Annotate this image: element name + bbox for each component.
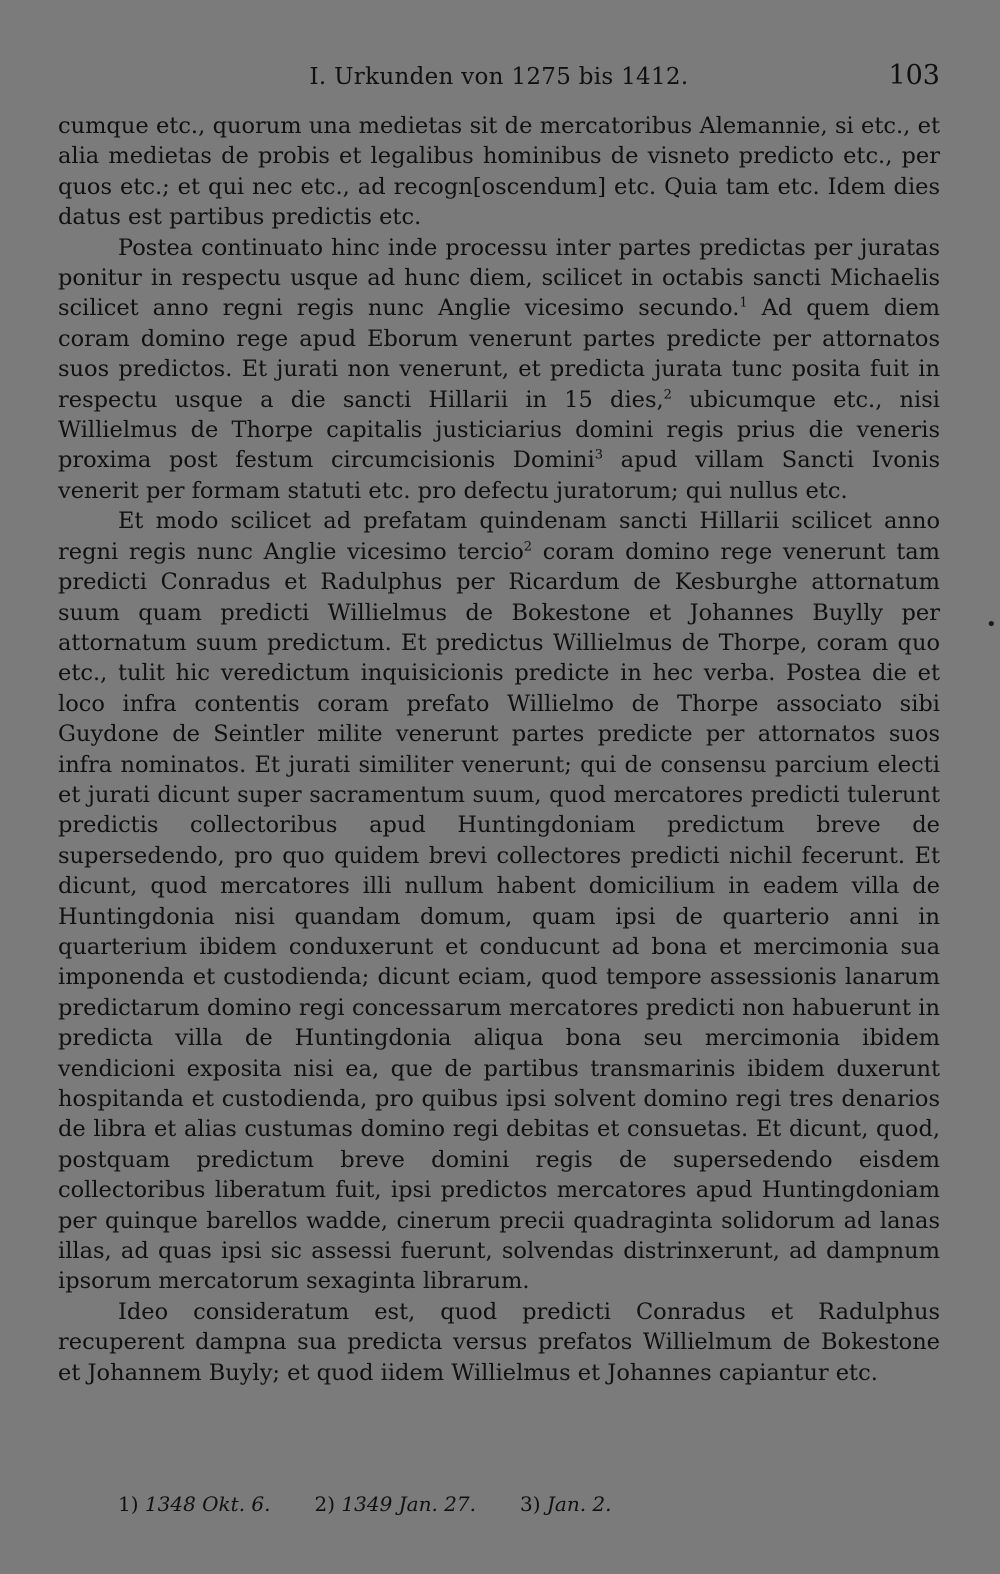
- footnote-date: 1348 Okt. 6.: [144, 1492, 271, 1516]
- paragraph: [58, 506, 940, 1297]
- footnote: [118, 1492, 271, 1516]
- page-number: 103: [888, 60, 940, 91]
- text-run: apud villam Sancti Ivonis venerit per formam statuti etc. pro defectu juratorum; qui nullus etc.: [58, 447, 940, 504]
- footnote-number: 3): [520, 1492, 547, 1516]
- footnote-marker: 1: [739, 295, 748, 311]
- footnote: [520, 1492, 612, 1516]
- text-run: Ideo consideratum est, quod predicti Conradus et Radulphus recuperent dampna sua predicta versus prefatos Willielmum de Bokestone et Johannem Buyly; et quod iidem Willielmus et Johannes capiantur etc.: [58, 1298, 940, 1386]
- footnote-date: 1349 Jan. 27.: [341, 1492, 476, 1516]
- footnote-marker: 2: [663, 387, 672, 403]
- text-run: Ad quem diem coram domino rege apud Eborum venerunt partes predicte per attornatos suos predictos. Et jurati non venerunt, et predicta jurata tunc posita fuit in respectu usque a die sancti Hillarii in 15 dies,: [58, 295, 941, 413]
- paragraph: [58, 111, 940, 233]
- paragraph: [58, 1297, 940, 1388]
- footnote: [315, 1492, 477, 1516]
- text-run: Et modo scilicet ad prefatam quindenam sancti Hillarii scilicet anno regni regis nunc Anglie vicesimo tercio: [58, 508, 940, 565]
- running-header: [58, 60, 940, 96]
- text-run: cumque etc., quorum una medietas sit de mercatoribus Alemannie, si etc., et alia medietas de probis et legalibus hominibus de visneto predicto etc., per quos etc.; et qui nec etc., ad recogn[oscendum] etc. Quia tam etc. Idem dies datus est partibus predictis etc.: [58, 113, 940, 231]
- footnote-marker: 3: [594, 447, 604, 463]
- footnote-number: 2): [314, 1492, 342, 1516]
- running-title: I. Urkunden von 1275 bis 1412.: [309, 64, 689, 90]
- text-run: coram domino rege venerunt tam predicti Conradus et Radulphus per Ricardum de Kesburghe attornatum suum quam predicti Willielmus de Bokestone et Johannes Buylly per attornatum suum predictum. Et predictus Willielmus de Thorpe, coram quo etc., tulit hic veredictum inquisicionis predicte in hec verba. Postea die et loco infra contentis coram prefato Willielmo de Thorpe associato sibi Guydone de Seintler milite venerunt partes predicte per attornatos suos infra nominatos. Et jurati similiter venerunt; qui de consensu parcium electi et jurati dicunt super sacramentum suum, quod mercatores predicti tulerunt predictis collectoribus apud Huntingdoniam predictum breve de supersedendo, pro quo quidem brevi collectores predicti nichil fecerunt. Et dicunt, quod mercatores illi nullum habent domicilium in eadem villa de Huntingdonia nisi quandam domum, quam ipsi de quarterio anni in quarterium ibidem conduxerunt et conducunt ad bona et mercimonia sua imponenda et custodienda; dicunt eciam, quod tempore assessionis lanarum predictarum domino regi concessarum mercatores predicti non habuerunt in predicta villa de Huntingdonia aliqua bona seu mercimonia ibidem vendicioni exposita nisi ea, que de partibus transmarinis ibidem duxerunt hospitanda et custodienda, pro quibus ipsi solvent domino regi tres denarios de libra et alias custumas domino regi debitas et consuetas. Et dicunt, quod, postquam predictum breve domini regis de supersedendo eisdem collectoribus liberatum fuit, ipsi predictos mercatores apud Huntingdoniam per quinque barellos wadde, cinerum precii quadraginta solidorum ad lanas illas, ad quas ipsi sic assessi fuerunt, solvendas distrinxerunt, ad dampnum ipsorum mercatorum sexaginta librarum.: [58, 538, 940, 1295]
- footnote-number: 1): [118, 1492, 145, 1516]
- main-text: [58, 111, 940, 1388]
- text-run: ubicumque etc., nisi Willielmus de Thorpe capitalis justiciarius domini regis prius die veneris proxima post festum circumcisionis Domini: [58, 386, 940, 474]
- margin-mark: •: [986, 614, 997, 635]
- footnote-marker: 2: [523, 539, 533, 555]
- text-run: Postea continuato hinc inde processu inter partes predictas per juratas ponitur in respectu usque ad hunc diem, scilicet in octabis sancti Michaelis scilicet anno regni regis nunc Anglie vicesimo secundo.: [58, 234, 940, 322]
- footnote-date: Jan. 2.: [546, 1492, 612, 1516]
- paragraph: [58, 233, 940, 507]
- footnotes: [118, 1492, 918, 1516]
